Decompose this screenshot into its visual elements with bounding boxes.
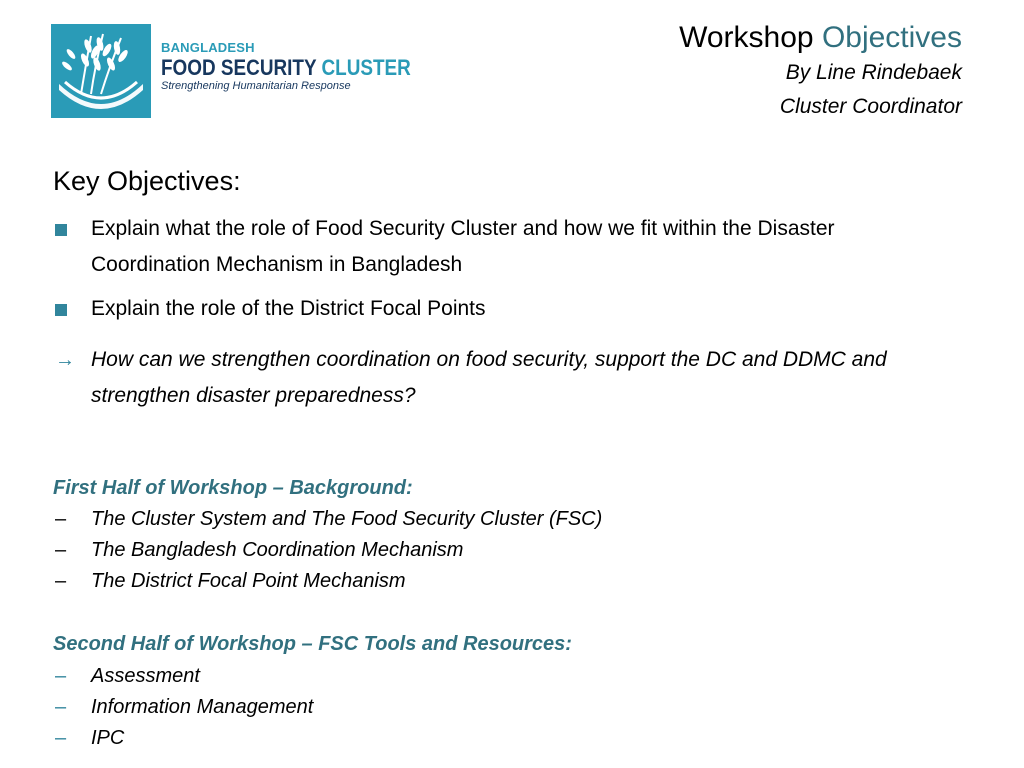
title-block (679, 20, 962, 124)
page-title: Workshop Objectives (679, 21, 962, 54)
logo-name: FOOD SECURITY CLUSTER (161, 55, 411, 80)
second-half-heading: Second Half of Workshop – FSC Tools and Resources: (53, 633, 572, 655)
objective-item: Explain the role of the District Focal Points (55, 291, 935, 327)
objective-question: → How can we strengthen coordination on food security, support the DC and DDMC and strengthen disaster preparedness? (55, 342, 935, 414)
key-objectives-heading: Key Objectives: (53, 166, 241, 196)
logo-tagline: Strengthening Humanitarian Response (161, 80, 351, 92)
wheat-bowl-icon (51, 24, 151, 118)
square-bullet-icon (55, 224, 67, 236)
objective-item: Explain what the role of Food Security Cluster and how we fit within the Disaster Coordination Mechanism in Bangladesh (55, 211, 935, 283)
author: By Line Rindebaek (785, 61, 962, 84)
logo-country: BANGLADESH (161, 40, 255, 55)
author-role: Cluster Coordinator (779, 95, 962, 118)
square-bullet-icon (55, 304, 67, 316)
arrow-right-icon: → (55, 349, 75, 371)
first-half-heading: First Half of Workshop – Background: (53, 477, 413, 499)
logo (51, 24, 411, 118)
